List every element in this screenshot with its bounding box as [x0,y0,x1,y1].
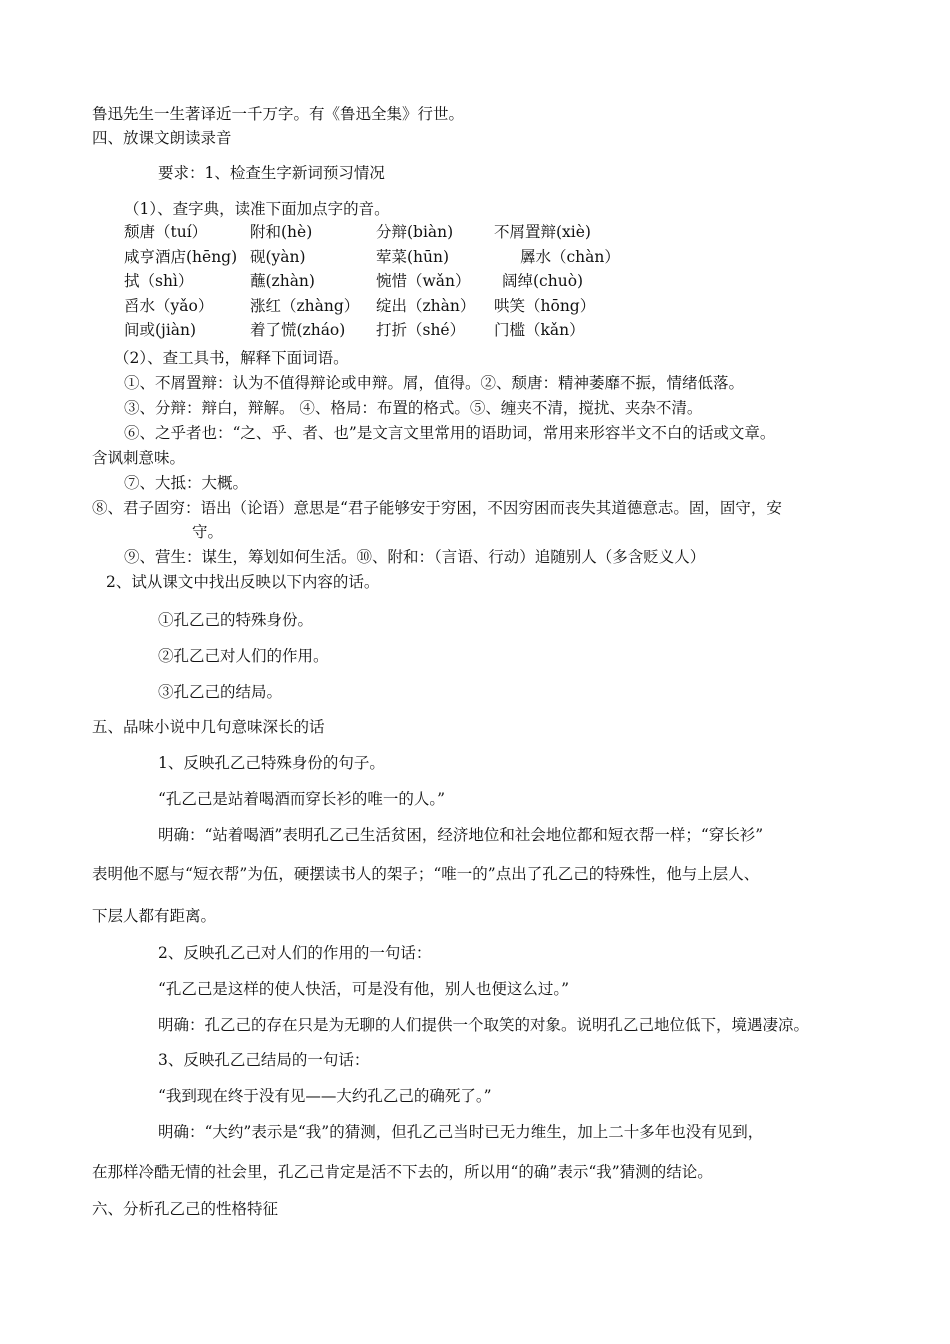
pinyin-entry: 附和(hè) [250,223,313,241]
quote-3: “我到现在终于没有见——大约孔乙己的确死了。” [158,1087,492,1105]
pinyin-entry: 哄笑（hōng） [494,296,596,315]
requirement-1: 要求：1、检查生字新词预习情况 [158,164,385,182]
pinyin-entry: 砚(yàn) [250,247,306,266]
quote-2: “孔乙己是这样的使人快活，可是没有他，别人也便这么过。” [158,980,570,998]
subsection-1: （1）、查字典，读准下面加点字的音。 [124,200,390,218]
question-2: 2、反映孔乙己对人们的作用的一句话： [158,944,432,962]
list-item: ①孔乙己的特殊身份。 [158,611,314,629]
pinyin-entry: 蘸(zhàn) [250,272,315,291]
pinyin-entry: 舀水（yǎo） [124,296,214,315]
definition-line: ⑥、之乎者也：“之、乎、者、也”是文言文里常用的语助词，常用来形容半文不白的话或文章。 [124,424,776,442]
pinyin-entry: 不屑置辩(xiè) [494,223,591,241]
pinyin-entry: 分辩(biàn) [376,223,454,241]
definition-line: ①、不屑置辩：认为不值得辩论或申辩。屑，值得。②、颓唐：精神萎靡不振，情绪低落。 [124,374,745,392]
pinyin-entry: 拭（shì） [124,272,194,291]
definition-line: 守。 [192,523,224,541]
quote-1: “孔乙己是站着喝酒而穿长衫的唯一的人。” [158,790,446,808]
list-item: ②孔乙己对人们的作用。 [158,647,329,665]
answer-1: 明确：“站着喝酒”表明孔乙己生活贫困，经济地位和社会地位都和短衣帮一样；“穿长衫” [158,826,764,844]
pinyin-entry: 绽出（zhàn） [376,296,476,315]
pinyin-entry: 间或(jiàn) [124,321,197,340]
pinyin-entry: 惋惜（wǎn） [376,272,471,291]
pinyin-entry: 羼水（chàn） [520,247,620,266]
definition-line: 含讽刺意味。 [92,449,186,467]
pinyin-entry: 打折（shé） [376,321,466,340]
definition-line: ⑦、大抵：大概。 [124,474,249,492]
requirement-2: 2、试从课文中找出反映以下内容的话。 [106,573,380,591]
pinyin-entry: 门槛（kǎn） [494,321,585,340]
answer-1: 下层人都有距离。 [92,907,217,925]
intro-text: 鲁迅先生一生著译近一千万字。有《鲁迅全集》行世。 [92,105,465,123]
definition-line: ⑨、营生：谋生，筹划如何生活。⑩、附和：（言语、行动）追随别人（多含贬义人） [124,548,706,566]
answer-3: 在那样冷酷无情的社会里，孔乙己肯定是活不下去的，所以用“的确”表示“我”猜测的结论。 [92,1163,713,1181]
pinyin-entry: 涨红（zhàng） [250,296,360,315]
section-heading-6: 六、分析孔乙己的性格特征 [92,1200,279,1218]
pinyin-entry: 颓唐（tuí） [124,223,208,241]
answer-3: 明确：“大约”表示是“我”的猜测，但孔乙己当时已无力维生，加上二十多年也没有见到， [158,1123,764,1141]
section-heading-5: 五、品味小说中几句意味深长的话 [92,718,325,736]
answer-1: 表明他不愿与“短衣帮”为伍，硬摆读书人的架子；“唯一的”点出了孔乙己的特殊性，他与上层人、 [92,865,760,883]
pinyin-entry: 着了慌(zháo) [250,321,346,340]
question-3: 3、反映孔乙己结局的一句话： [158,1051,370,1069]
section-heading-4: 四、放课文朗读录音 [92,129,232,147]
subsection-2: （2）、查工具书，解释下面词语。 [114,349,349,367]
list-item: ③孔乙己的结局。 [158,683,283,701]
pinyin-entry: 荤菜(hūn) [376,247,450,266]
definition-line: ⑧、君子固穷：语出（论语）意思是“君子能够安于穷困，不因穷困而丧失其道德意志。固，固守，安 [92,499,782,517]
pinyin-entry: 咸亨酒店(hēng) [124,247,238,266]
answer-2: 明确：孔乙己的存在只是为无聊的人们提供一个取笑的对象。说明孔乙己地位低下，境遇凄凉。 [158,1016,810,1034]
definition-line: ③、分辩：辩白，辩解。 ④、格局：布置的格式。⑤、缠夹不清，搅扰、夹杂不清。 [124,399,703,417]
question-1: 1、反映孔乙己特殊身份的句子。 [158,754,385,772]
pinyin-entry: 阔绰(chuò) [502,272,584,291]
